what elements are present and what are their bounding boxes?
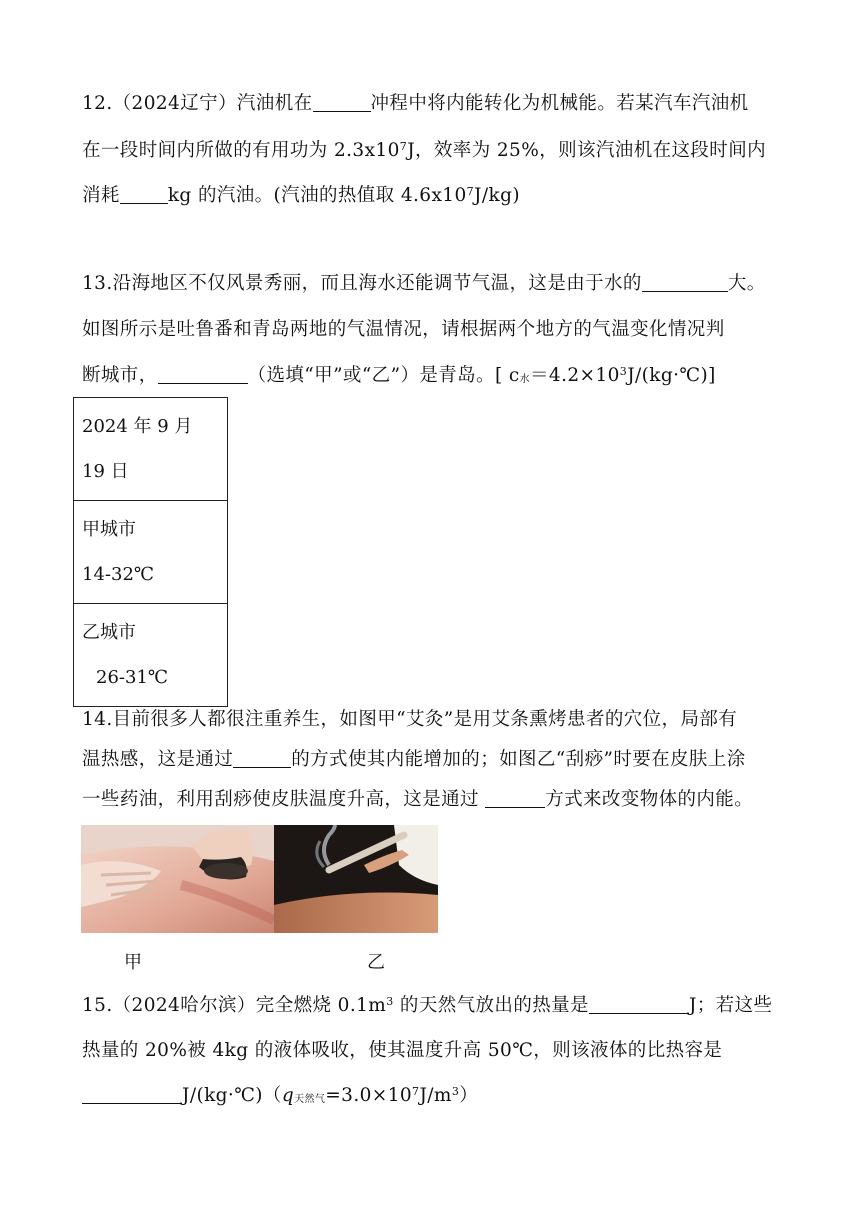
q13-blank-2[interactable] bbox=[158, 365, 248, 384]
q14-blank-2[interactable] bbox=[485, 789, 545, 808]
q14-blank-1[interactable] bbox=[233, 749, 291, 768]
weather-table bbox=[73, 397, 228, 707]
exponent: 3 bbox=[451, 1085, 460, 1098]
q13-line-3 bbox=[82, 364, 778, 392]
q13-text: 断城市， bbox=[82, 365, 158, 386]
city-a-temp: 14-32℃ bbox=[82, 564, 155, 585]
q15-line-3 bbox=[82, 1084, 778, 1112]
q14-text: 一些药油，利用刮痧使皮肤温度升高，这是通过 bbox=[82, 789, 486, 810]
q14-text: 14.目前很多人都很注重养生，如图甲“艾灸”是用艾条熏烤患者的穴位，局部有 bbox=[82, 709, 738, 730]
q15-blank-2[interactable] bbox=[82, 1085, 182, 1104]
q12-blank-1[interactable] bbox=[313, 93, 371, 112]
city-b-temp: 26-31℃ bbox=[96, 667, 169, 688]
q15-line-2 bbox=[82, 1039, 778, 1063]
q15-text: 15.（2024哈尔滨）完全燃烧 0.1m bbox=[82, 995, 387, 1016]
city-b-cell bbox=[74, 604, 228, 707]
caption-b: 乙 bbox=[367, 952, 385, 973]
table-row bbox=[74, 604, 228, 707]
q15-text: 热量的 20%被 4kg 的液体吸收，使其温度升高 50℃，则该液体的比热容是 bbox=[82, 1040, 723, 1061]
q12-line-3 bbox=[82, 184, 778, 208]
city-a-name: 甲城市 bbox=[82, 519, 136, 540]
q13-text: 如图所示是吐鲁番和青岛两地的气温情况，请根据两个地方的气温变化情况判 bbox=[82, 319, 725, 340]
q13-text: 大。 bbox=[727, 273, 766, 294]
city-a-cell bbox=[74, 501, 228, 604]
q13-line-1 bbox=[82, 272, 778, 296]
q15-text: =3.0×10 bbox=[325, 1085, 413, 1106]
q15-blank-1[interactable] bbox=[589, 995, 689, 1014]
table-row bbox=[74, 501, 228, 604]
q12-text: 冲程中将内能转化为机械能。若某汽车汽油机 bbox=[370, 93, 749, 114]
q12-line-2 bbox=[82, 139, 778, 163]
photo-moxibustion bbox=[274, 825, 438, 933]
q15-text: J/(kg·℃)（ bbox=[182, 1085, 282, 1106]
q-symbol: q bbox=[281, 1085, 295, 1106]
table-row bbox=[74, 398, 228, 501]
q14-line-3 bbox=[82, 788, 778, 812]
city-b-name: 乙城市 bbox=[82, 622, 136, 643]
date-text: 2024 年 9 月 19 日 bbox=[82, 416, 193, 482]
subscript: 水 bbox=[519, 374, 531, 385]
exponent: 7 bbox=[412, 1085, 420, 1098]
date-cell bbox=[74, 398, 228, 501]
q14-text: 温热感，这是通过 bbox=[82, 749, 234, 770]
photo-gua-sha bbox=[81, 825, 274, 933]
q15-line-1 bbox=[82, 994, 778, 1018]
q14-text: 方式来改变物体的内能。 bbox=[545, 789, 754, 810]
exponent: 3 bbox=[619, 365, 628, 378]
subscript: 天然气 bbox=[294, 1094, 326, 1105]
exponent: 7 bbox=[399, 140, 408, 153]
q12-text: 在一段时间内所做的有用功为 2.3x10 bbox=[82, 140, 400, 161]
q13-text: 13.沿海地区不仅风景秀丽，而且海水还能调节气温，这是由于水的 bbox=[82, 273, 642, 294]
q15-text: J；若这些 bbox=[688, 995, 773, 1016]
q12-blank-2[interactable] bbox=[120, 185, 168, 204]
exponent: 3 bbox=[386, 995, 394, 1008]
q12-text: J/kg) bbox=[474, 185, 520, 206]
q13-line-2 bbox=[82, 318, 778, 342]
q12-text: 消耗 bbox=[82, 185, 120, 206]
q12-text: kg 的汽油。(汽油的热值取 4.6x10 bbox=[167, 185, 467, 206]
caption-a: 甲 bbox=[124, 952, 142, 973]
q15-text: ） bbox=[459, 1085, 479, 1106]
q12-text: J，效率为 25%，则该汽油机在这段时间内 bbox=[407, 140, 767, 161]
q15-text: J/m bbox=[419, 1085, 452, 1106]
q14-text: 的方式使其内能增加的；如图乙“刮痧”时要在皮肤上涂 bbox=[291, 749, 746, 770]
q15-text: 的天然气放出的热量是 bbox=[393, 995, 589, 1016]
q14-line-2 bbox=[82, 748, 778, 772]
q12-text: 12.（2024辽宁）汽油机在 bbox=[82, 93, 313, 114]
q13-text: J/(kg·℃)] bbox=[627, 365, 716, 386]
exponent: 7 bbox=[466, 185, 475, 198]
q13-text: ＝4.2×10 bbox=[530, 365, 620, 386]
q12-line-1 bbox=[82, 92, 778, 116]
q14-line-1 bbox=[82, 708, 778, 732]
q13-text: （选填“甲”或“乙”）是青岛。[ c bbox=[247, 365, 520, 386]
q13-blank-1[interactable] bbox=[642, 273, 728, 292]
